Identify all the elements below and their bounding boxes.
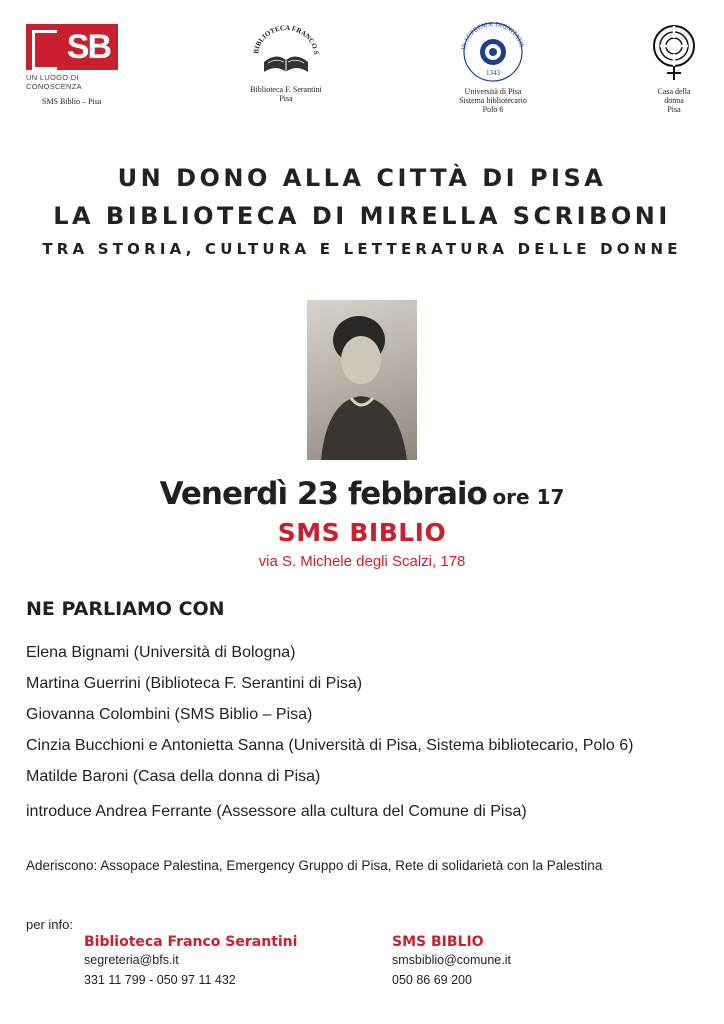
speaker-item: Martina Guerrini (Biblioteca F. Serantini di Pisa) bbox=[26, 675, 363, 692]
contact-name: Biblioteca Franco Serantini bbox=[84, 934, 298, 950]
bfs-caption-2: Pisa bbox=[279, 94, 293, 103]
unipi-arc-text: IN SUPREMÆ DIGNITATIS bbox=[460, 22, 526, 51]
contact-phone: 050 86 69 200 bbox=[392, 973, 472, 987]
book-emblem-icon bbox=[248, 22, 324, 80]
unipi-year: 1343 bbox=[486, 69, 500, 77]
bfs-caption-1: Biblioteca F. Serantini bbox=[250, 85, 322, 94]
speaker-item: Giovanna Colombini (SMS Biblio – Pisa) bbox=[26, 706, 313, 723]
svg-text:BIBLIOTECA FRANCO SERANTINI bbox=[248, 22, 320, 55]
sms-biblio-logo bbox=[26, 24, 118, 106]
introducer: introduce Andrea Ferrante (Assessore alla cultura del Comune di Pisa) bbox=[26, 803, 527, 820]
contact-name: SMS BIBLIO bbox=[392, 934, 484, 950]
event-address: via S. Michele degli Scalzi, 178 bbox=[258, 553, 466, 570]
event-venue: SMS BIBLIO bbox=[277, 518, 447, 547]
sms-logo-letters: SB bbox=[66, 28, 110, 66]
subtitle: TRA STORIA, CULTURA E LETTERATURA DELLE DONNE bbox=[42, 240, 682, 258]
event-day: Venerdì 23 febbraio bbox=[159, 476, 487, 512]
bfs-arc-text: BIBLIOTECA FRANCO S bbox=[252, 23, 321, 56]
title-line-1: UN DONO ALLA CITTÀ DI PISA bbox=[117, 164, 607, 192]
portrait-photo bbox=[307, 300, 417, 460]
sms-logo-mark bbox=[26, 24, 118, 70]
sms-logo-tagline: UN LUOGO DI CONOSCENZA bbox=[26, 73, 82, 91]
bfs-logo bbox=[248, 22, 324, 103]
sms-logo-caption: SMS Biblio – Pisa bbox=[42, 97, 102, 106]
unipi-caption-2: Sistema bibliotecario bbox=[459, 96, 527, 105]
event-time: ore 17 bbox=[492, 485, 565, 509]
unipi-caption-3: Polo 6 bbox=[482, 105, 504, 114]
venus-labyrinth-icon bbox=[648, 24, 700, 82]
casa-caption-3: Pisa bbox=[667, 105, 681, 114]
speakers-heading: NE PARLIAMO CON bbox=[26, 598, 225, 620]
contact-email[interactable]: segreteria@bfs.it bbox=[84, 953, 179, 967]
unipi-logo bbox=[452, 22, 534, 114]
title-line-2: LA BIBLIOTECA DI MIRELLA SCRIBONI bbox=[53, 202, 671, 230]
speaker-item: Elena Bignami (Università di Bologna) bbox=[26, 644, 296, 661]
contact-sms-biblio bbox=[392, 934, 511, 990]
unipi-caption-1: Università di Pisa bbox=[464, 87, 522, 96]
event-date bbox=[0, 476, 724, 512]
speaker-item: Matilde Baroni (Casa della donna di Pisa) bbox=[26, 768, 321, 785]
info-label: per info: bbox=[26, 917, 73, 932]
speaker-item: Cinzia Bucchioni e Antonietta Sanna (Università di Pisa, Sistema bibliotecario, Polo 6) bbox=[26, 737, 634, 754]
university-seal-icon bbox=[452, 22, 534, 82]
casa-caption-2: donna bbox=[664, 96, 684, 105]
casa-caption-1: Casa della bbox=[657, 87, 691, 96]
casa-della-donna-logo bbox=[648, 24, 700, 114]
contact-phone: 331 11 799 - 050 97 11 432 bbox=[84, 973, 236, 987]
contact-bfs bbox=[84, 934, 297, 990]
adhering-organizations: Aderiscono: Assopace Palestina, Emergency Gruppo di Pisa, Rete di solidarietà con la Palestina bbox=[26, 858, 603, 873]
contact-email[interactable]: smsbiblio@comune.it bbox=[392, 953, 511, 967]
